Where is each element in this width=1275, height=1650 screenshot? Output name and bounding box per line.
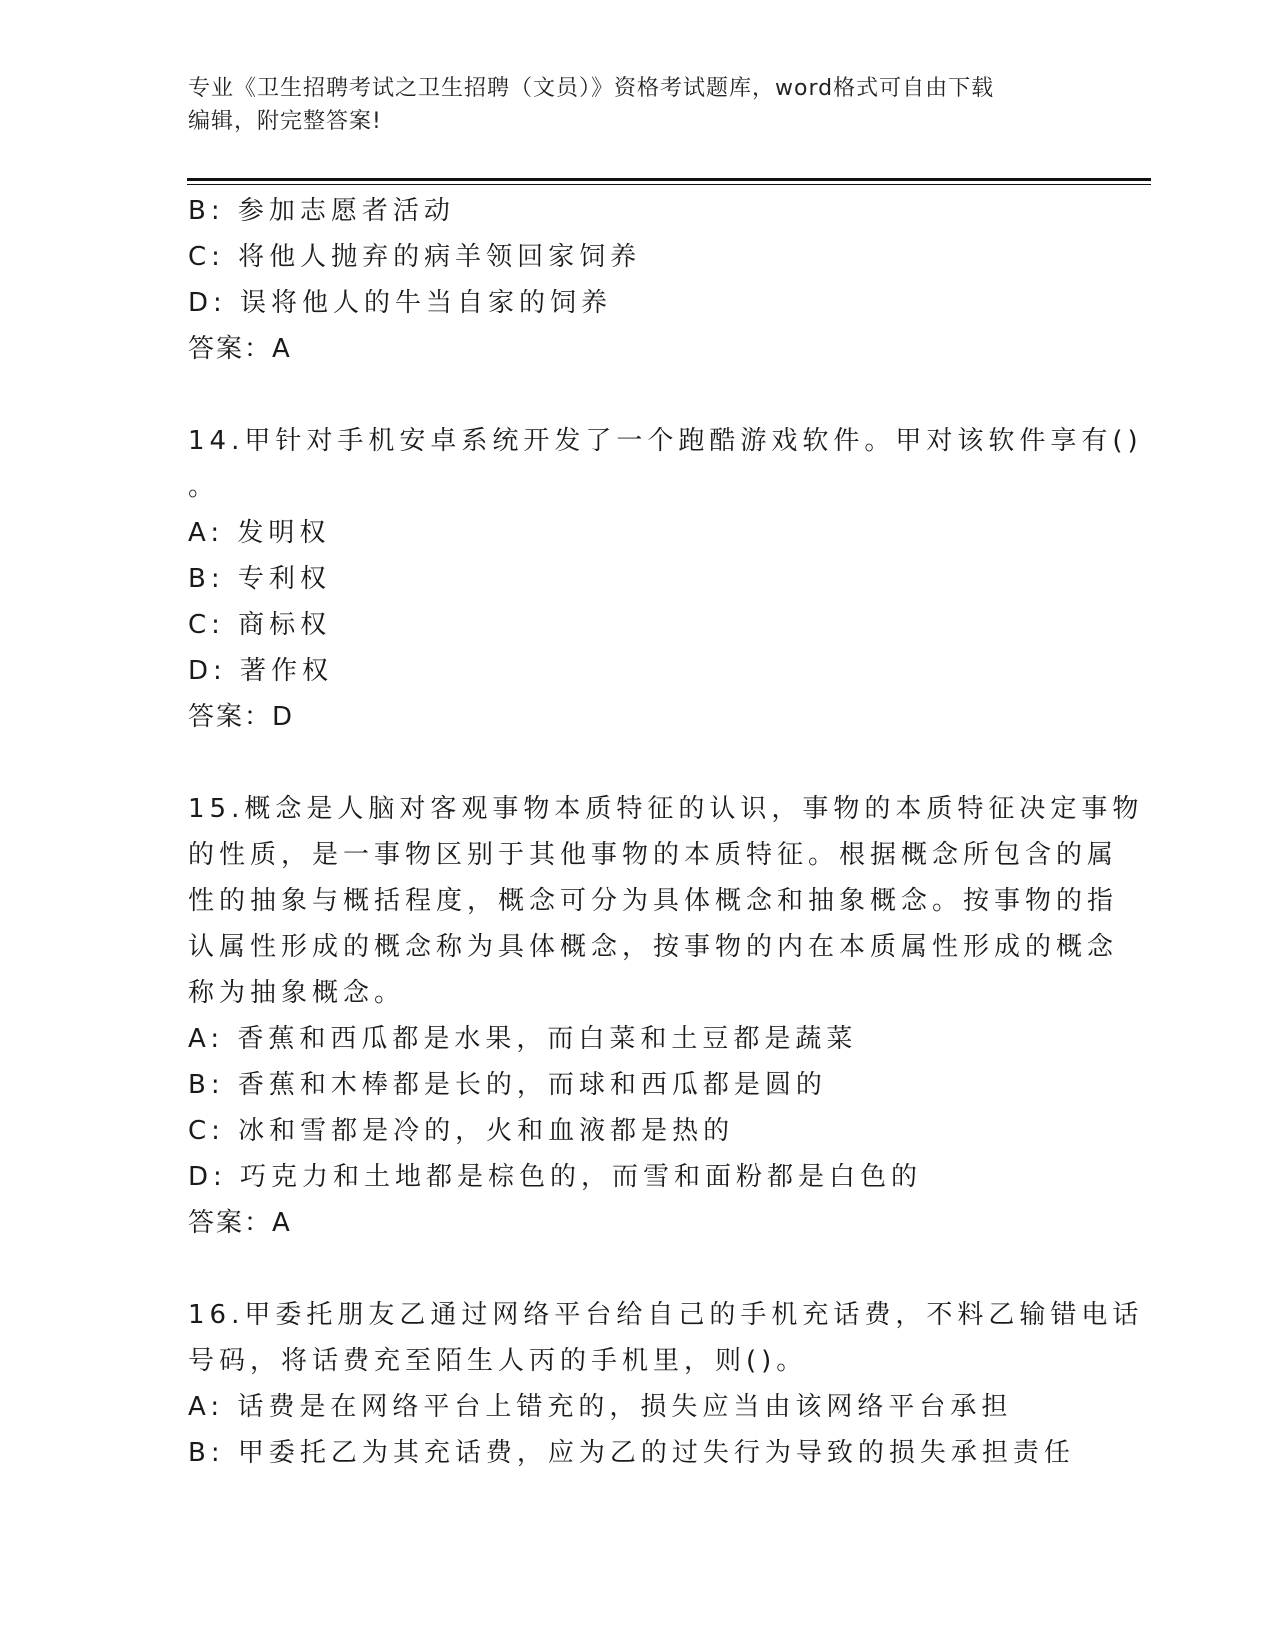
q14-answer: 答案：D bbox=[188, 702, 295, 732]
document-header bbox=[188, 72, 1078, 138]
q14-option-c: C: 商标权 bbox=[188, 610, 332, 640]
q14-option-a: A: 发明权 bbox=[188, 518, 331, 548]
q13-option-d: D: 误将他人的牛当自家的饲养 bbox=[188, 288, 613, 318]
header-line-1: 专业《卫生招聘考试之卫生招聘（文员）》资格考试题库，word格式可自由下载 bbox=[188, 76, 995, 101]
q16-option-b: B: 甲委托乙为其充话费，应为乙的过失行为导致的损失承担责任 bbox=[188, 1438, 1075, 1468]
q16-stem-line-2: 号码，将话费充至陌生人丙的手机里，则()。 bbox=[188, 1346, 808, 1376]
q15-option-d: D: 巧克力和土地都是棕色的，而雪和面粉都是白色的 bbox=[188, 1162, 923, 1192]
q16-option-a: A: 话费是在网络平台上错充的，损失应当由该网络平台承担 bbox=[188, 1392, 1013, 1422]
q15-stem-line-2: 的性质，是一事物区别于其他事物的本质特征。根据概念所包含的属 bbox=[188, 840, 1119, 870]
q14-option-b: B: 专利权 bbox=[188, 564, 331, 594]
header-line-2: 编辑，附完整答案! bbox=[188, 109, 382, 134]
q15-stem-line-4: 认属性形成的概念称为具体概念，按事物的内在本质属性形成的概念 bbox=[188, 932, 1119, 962]
q16-stem-line-1: 16.甲委托朋友乙通过网络平台给自己的手机充话费，不料乙输错电话 bbox=[188, 1300, 1144, 1330]
q15-answer: 答案：A bbox=[188, 1208, 292, 1238]
q15-option-c: C: 冰和雪都是冷的，火和血液都是热的 bbox=[188, 1116, 735, 1146]
q15-option-a: A: 香蕉和西瓜都是水果，而白菜和土豆都是蔬菜 bbox=[188, 1024, 858, 1054]
question-content bbox=[188, 188, 1144, 1476]
header-divider-thin bbox=[187, 184, 1151, 185]
q14-option-d: D: 著作权 bbox=[188, 656, 334, 686]
q15-stem-line-1: 15.概念是人脑对客观事物本质特征的认识，事物的本质特征决定事物 bbox=[188, 794, 1144, 824]
q13-option-b: B: 参加志愿者活动 bbox=[188, 196, 455, 226]
q15-stem-line-3: 性的抽象与概括程度，概念可分为具体概念和抽象概念。按事物的指 bbox=[188, 886, 1119, 916]
q15-stem-line-5: 称为抽象概念。 bbox=[188, 978, 406, 1008]
spacer bbox=[188, 1246, 1088, 1292]
q14-stem-line-2: 。 bbox=[188, 472, 220, 502]
q13-answer: 答案：A bbox=[188, 334, 292, 364]
q15-option-b: B: 香蕉和木棒都是长的，而球和西瓜都是圆的 bbox=[188, 1070, 827, 1100]
spacer bbox=[188, 740, 1088, 786]
header-divider-thick bbox=[187, 178, 1151, 181]
q13-option-c: C: 将他人抛弃的病羊领回家饲养 bbox=[188, 242, 642, 272]
q14-stem-line-1: 14.甲针对手机安卓系统开发了一个跑酷游戏软件。甲对该软件享有() bbox=[188, 426, 1143, 456]
spacer bbox=[188, 372, 1088, 418]
